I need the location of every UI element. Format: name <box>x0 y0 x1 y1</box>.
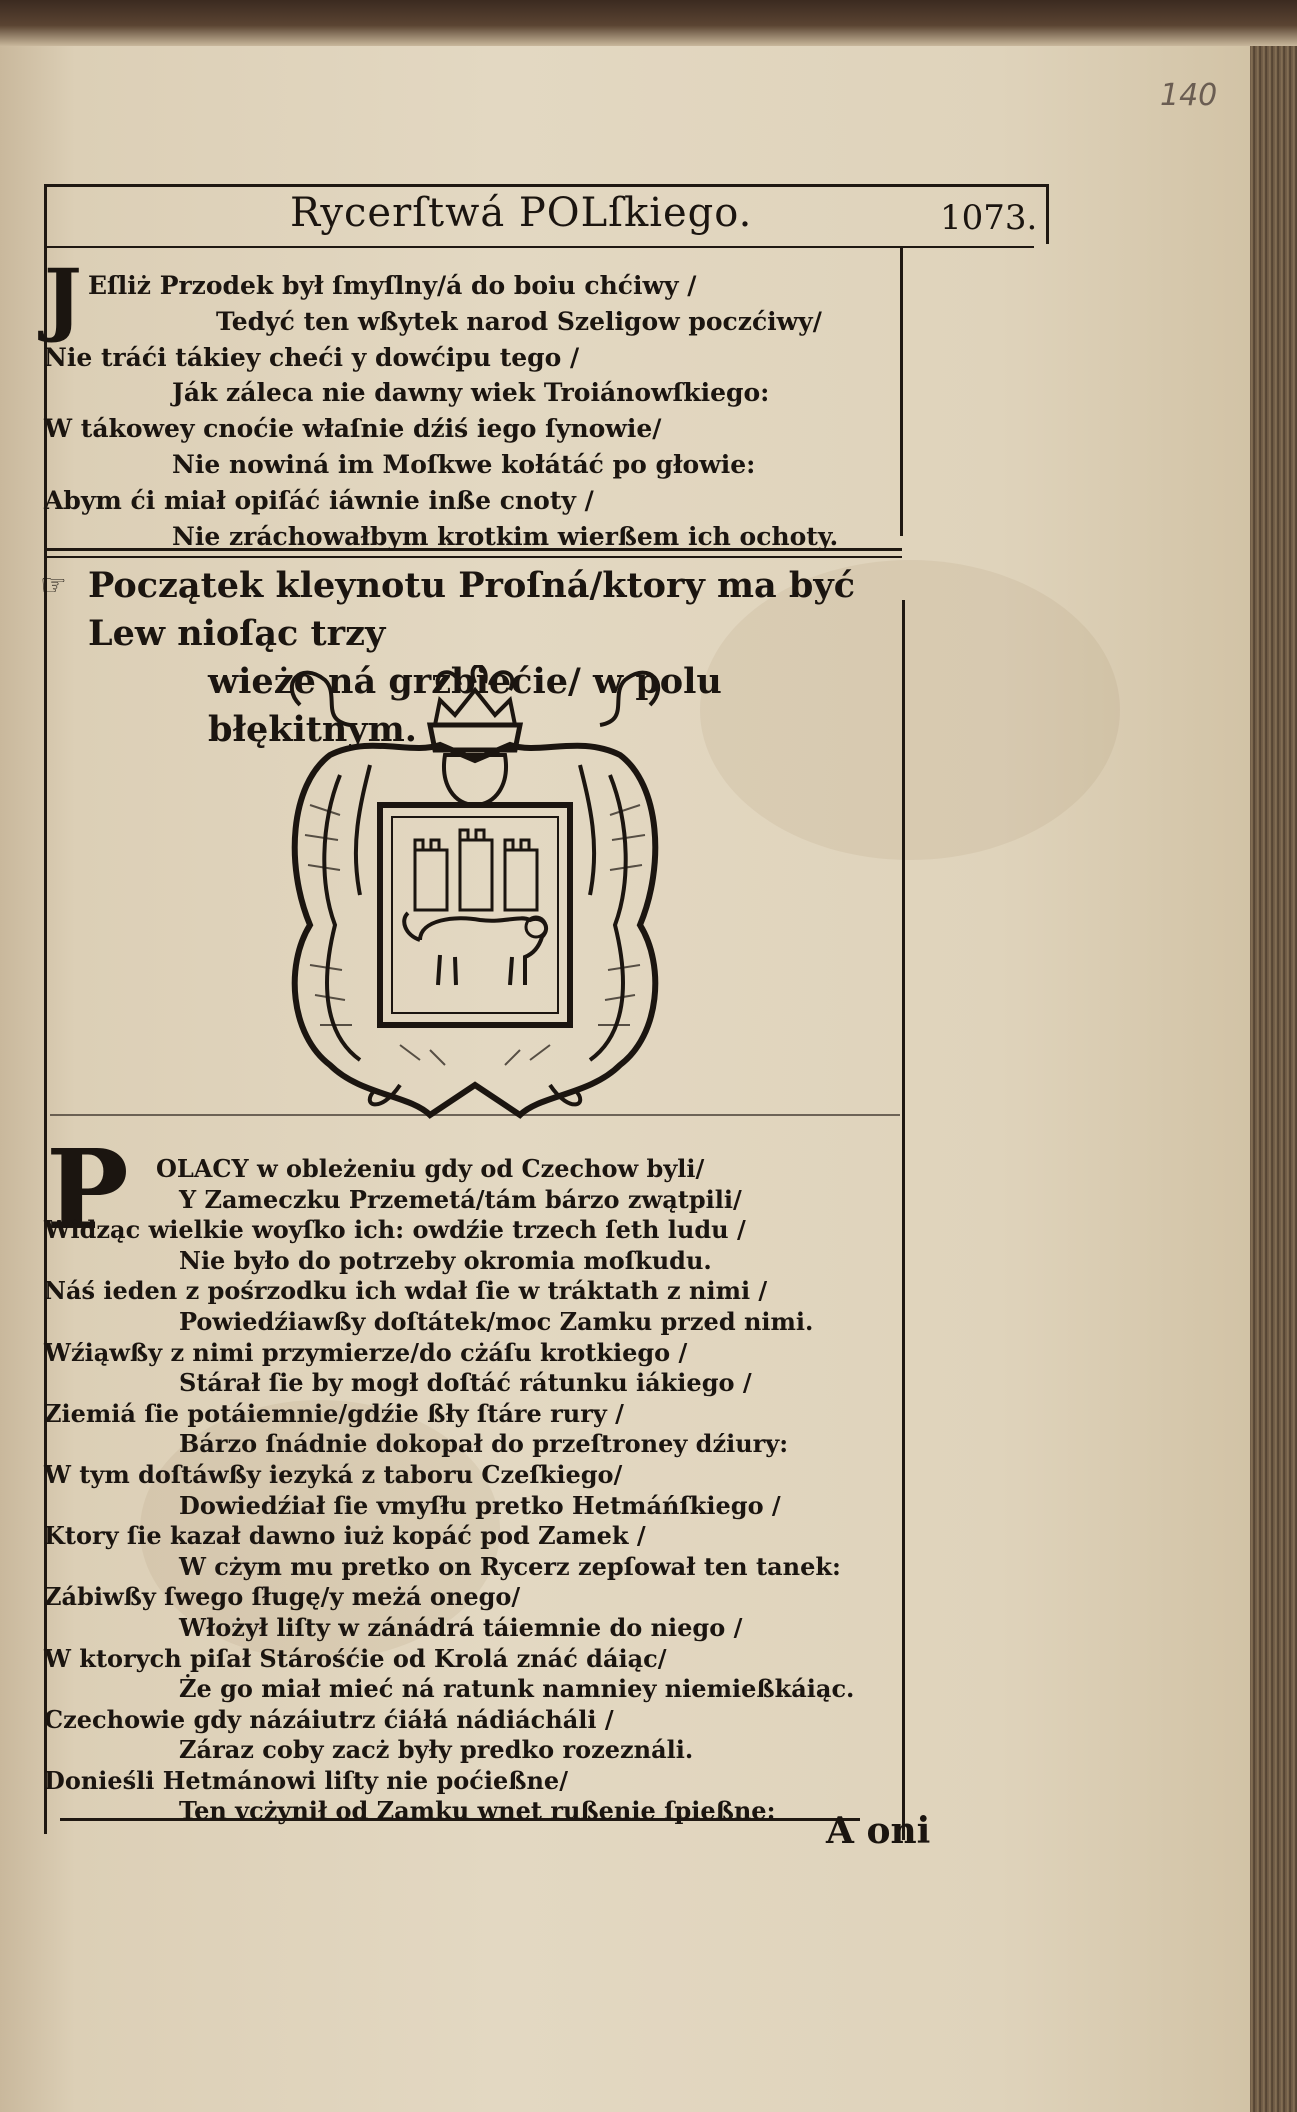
verse-line: Záraz coby zacż były predko rozeználi. <box>179 1735 694 1765</box>
book-top-edge <box>0 0 1297 46</box>
heading-line: wieże ná grzbiećie/ w polu błękitnym. <box>208 661 722 750</box>
verse-line: Nie zráchowałbym krotkim wierßem ich ochoty. <box>172 521 839 551</box>
verse-line: Powiedźiawßy doſtátek/moc Zamku przed nimi. <box>179 1306 814 1336</box>
verse-line: Czechowie gdy názáiutrz ćiáłá nádiácháli / <box>44 1704 614 1734</box>
verse-line: Ten vcżynił od Zamku wnet rußenie ſpießne: <box>179 1796 776 1826</box>
verse-line: Włożył liſty w zánádrá táiemnie do niego / <box>179 1612 743 1642</box>
verse-line: Zábiwßy ſwego ſługę/y meżá onego/ <box>44 1582 521 1612</box>
verse-line: Widząc wielkie woyſko ich: owdźie trzech ſeth ludu / <box>44 1215 746 1245</box>
verse-line: Tedyć ten wßytek narod Szeligow poczćiwy/ <box>216 306 822 336</box>
page-fore-edge <box>1250 0 1297 2112</box>
verse-line: Ják záleca nie dawny wiek Troiánowſkiego: <box>172 378 770 408</box>
verse-line: W tákowey cnoćie właſnie dźiś iego ſynowie/ <box>44 414 662 444</box>
header-rule <box>44 246 1034 248</box>
verse-line: Ktory ſie kazał dawno iuż kopáć pod Zamek / <box>44 1521 646 1551</box>
catchword: A oni <box>826 1810 931 1852</box>
stanza1 <box>88 268 822 340</box>
verse-line: Nie było do potrzeby okromia moſkudu. <box>179 1245 712 1275</box>
stanza2-drop-cap: P <box>46 1125 129 1254</box>
verse-line: Stárał ſie by mogł doſtáć rátunku iákiego / <box>179 1368 752 1398</box>
verse-line: Bárzo ſnádnie dokopał do przeſtroney dźiury: <box>179 1429 789 1459</box>
verse-line: Że go miał mieć ná ratunk namniey niemießkáiąc. <box>179 1674 855 1704</box>
coat-of-arms-icon <box>280 665 670 1135</box>
verse-line: W ktorych piſał Stárośćie od Krolá znáć dáiąc/ <box>44 1643 667 1673</box>
stanza1-drop-cap: J <box>44 251 82 345</box>
verse-line: OLACY w obleżeniu gdy od Czechow byli/ <box>156 1154 705 1183</box>
frame-right-rule-top <box>1046 184 1049 244</box>
folio-note: 140 <box>1160 78 1218 113</box>
running-header-title: Rycerſtwá POLſkiego. <box>290 190 753 236</box>
verse-line: Y Zameczku Przemetá/tám bárzo zwątpili/ <box>179 1184 742 1214</box>
heading-line: Początek kleynotu Proſná/ktory ma być Lew nioſąc trzy <box>88 565 856 654</box>
verse-line: Ziemiá ſie potáiemnie/gdźie ßły ſtáre rury / <box>44 1398 624 1428</box>
stanza1-continued <box>44 340 838 555</box>
frame-tick <box>44 1120 47 1124</box>
pointing-hand-icon: ☞ <box>40 568 67 603</box>
frame-top-rule <box>44 184 1049 187</box>
stanza1-column-rule <box>900 246 903 536</box>
verse-line: Eſliż Przodek był ſmyſlny/á do boiu chćiwy / <box>88 271 697 300</box>
verse-line: W tym doſtáwßy iezyká z taboru Czeſkiego/ <box>44 1459 623 1489</box>
verse-line: W cżym mu pretko on Rycerz zepſował ten tanek: <box>179 1551 841 1581</box>
verse-line: Náś ieden z pośrzodku ich wdał ſie w tráktath z nimi / <box>44 1276 768 1306</box>
page-number: 1073. <box>940 198 1038 238</box>
frame-right-rule <box>902 600 905 1840</box>
verse-line: Dowiedźiał ſie vmyſłu pretko Hetmáńſkiego / <box>179 1490 781 1520</box>
stanza2 <box>44 1154 854 1827</box>
verse-line: Wźiąwßy z nimi przymierze/do cżáſu krotkiego / <box>44 1337 688 1367</box>
heading-top-rule <box>44 556 902 558</box>
verse-line: Nie nowiná im Moſkwe kołátáć po głowie: <box>172 449 756 479</box>
verse-line: Abym ći miał opiſáć iáwnie inße cnoty / <box>44 485 594 515</box>
verse-line: Donieśli Hetmánowi liſty nie poćießne/ <box>44 1765 568 1795</box>
verse-line: Nie tráći tákiey cheći y dowćipu tego / <box>44 342 580 372</box>
